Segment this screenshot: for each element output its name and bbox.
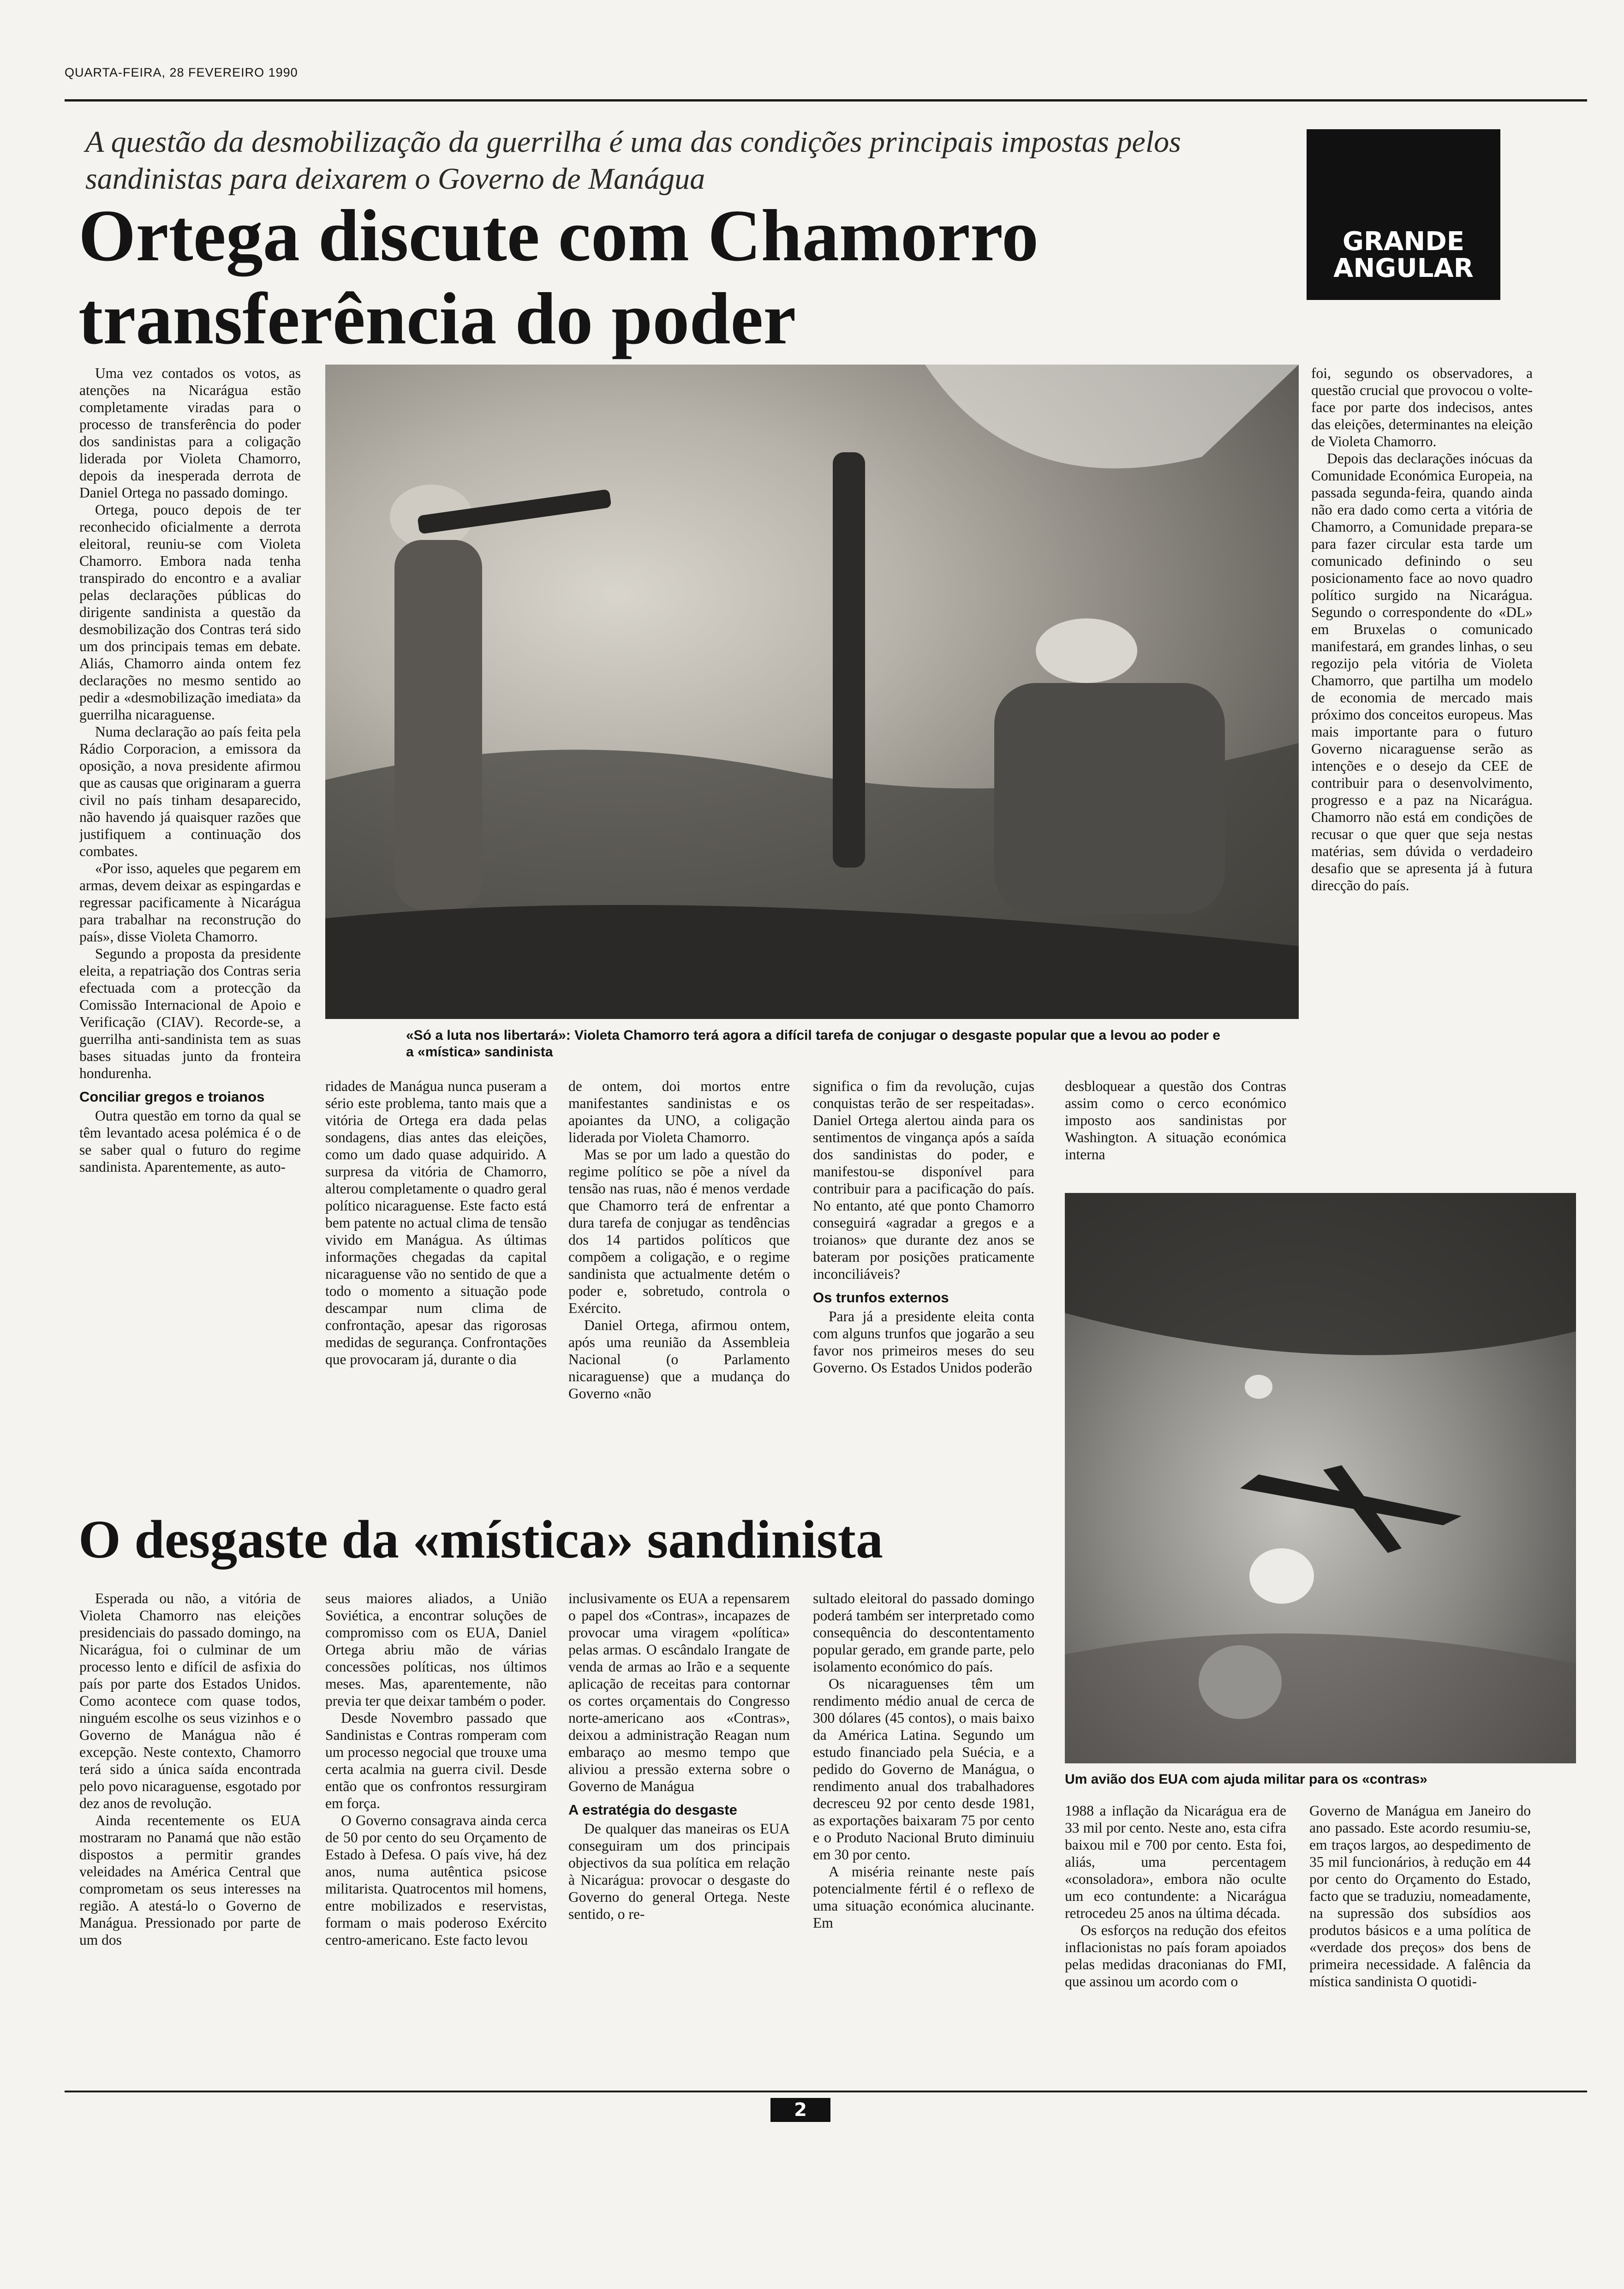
- date-line: QUARTA-FEIRA, 28 FEVEREIRO 1990: [65, 66, 298, 79]
- paragraph: Uma vez contados os votos, as atenções na Nicarágua estão completamente viradas para o processo de transferência do poder dos sandinistas para a coligação liderada por Violeta Chamorro, depois da inesperada derrota de Daniel Ortega no passado domingo.: [79, 365, 301, 501]
- article2-col6: [1309, 1802, 1531, 2084]
- footer-rule: [65, 2091, 1587, 2092]
- main-headline: Ortega discute com Chamorro transferência do poder: [78, 194, 1039, 360]
- paragraph: seus maiores aliados, a União Soviética, a encontrar soluções de compromisso com os EUA, Daniel Ortega abriu mão de várias concessões políticas, nos últimos meses. Mas, aparentemente, não previa ter que deixar também o poder.: [325, 1590, 547, 1709]
- paragraph: «Por isso, aqueles que pegarem em armas, devem deixar as espingardas e regressar pacificamente à Nicarágua para trabalhar na reconstrução do país», disse Violeta Chamorro.: [79, 860, 301, 945]
- paragraph: Daniel Ortega, afirmou ontem, após uma reunião da Assembleia Nacional (o Parlamento nicaraguense) que a mudança do Governo «não: [568, 1317, 790, 1402]
- article1-col5: [1065, 1078, 1286, 1188]
- article1-col2: [325, 1078, 547, 1507]
- article2-col4: [813, 1590, 1034, 2084]
- article2-col3: [568, 1590, 790, 2084]
- article2-col5: [1065, 1802, 1286, 2084]
- paragraph: de ontem, doi mortos entre manifestantes sandinistas e os apoiantes da UNO, a coligação liderada por Violeta Chamorro.: [568, 1078, 790, 1145]
- second-headline: O desgaste da «mística» sandinista: [78, 1509, 883, 1570]
- article2-col1: [79, 1590, 301, 2084]
- photo-caption-2: Um avião dos EUA com ajuda militar para os «contras»: [1065, 1772, 1427, 1787]
- paragraph: Mas se por um lado a questão do regime político se põe a nível da tensão nas ruas, não é menos verdade que Chamorro terá de enfrentar a dura tarefa de conjugar as tendências dos 14 partidos políticos que compõem a coligação, e o regime sandinista que actualmente detém o poder e, sobretudo, controla o Exército.: [568, 1146, 790, 1316]
- paragraph: Ainda recentemente os EUA mostraram no Panamá que não estão dispostos a permitir grandes veleidades na América Central que comprometam os seus interesses na região. A atestá-lo o Governo de Manágua. Pressionado por parte de um dos: [79, 1812, 301, 1948]
- paragraph: 1988 a inflação da Nicarágua era de 33 mil por cento. Neste ano, esta cifra baixou mil e 700 por cento. Esta foi, aliás, uma percentagem «consoladora», embora não oculte um eco contundente: a Nicarágua retrocedeu 25 anos na última década.: [1065, 1803, 1286, 1921]
- paragraph: Esperada ou não, a vitória de Violeta Chamorro nas eleições presidenciais do passado domingo, na Nicarágua, foi o culminar de um processo lento e difícil de asfixia do país por parte dos Estados Unidos. Como acontece com quase todos, ninguém escolhe os seus vizinhos e o Governo de Manágua não é excepção. Neste contexto, Chamorro terá sido a única saída encontrada pelo povo nicaraguense, esgotado por dez anos de revolução.: [79, 1590, 301, 1811]
- subhead: Conciliar gregos e troianos: [79, 1089, 265, 1105]
- paragraph: significa o fim da revolução, cujas conquistas terão de ser respeitadas». Daniel Ortega alertou ainda para os sentimentos de vingança após a saída dos sandinistas do poder, e manifestou-se disponível para contribuir para a pacificação do país. No entanto, até que ponto Chamorro conseguirá «agradar a gregos e a troianos» que durante dez anos se bateram por posições praticamente inconciliáveis?: [813, 1078, 1034, 1282]
- section-label: GRANDE ANGULAR: [1333, 227, 1474, 283]
- subhead: A estratégia do desgaste: [568, 1802, 737, 1818]
- photo-caption-1: «Só a luta nos libertará»: Violeta Chamorro terá agora a difícil tarefa de conjugar o desgaste popular que a levou ao poder e a «mística» sandinista: [406, 1028, 1220, 1060]
- paragraph: desbloquear a questão dos Contras assim como o cerco económico imposto aos sandinistas por Washington. A situação económica interna: [1065, 1078, 1286, 1162]
- subhead: Os trunfos externos: [813, 1289, 949, 1306]
- paragraph: foi, segundo os observadores, a questão crucial que provocou o volte-face por parte dos indecisos, antes das eleições, determinantes na eleição de Violeta Chamorro.: [1311, 365, 1533, 449]
- paragraph: Governo de Manágua em Janeiro do ano passado. Este acordo resumiu-se, em traços largos, ao despedimento de 35 mil funcionários, à redução em 44 por cento do Orçamento do Estado, facto que se traduziu, nomeadamente, na supressão dos subsídios aos produtos básicos e a uma política de «verdade dos preços» dos bens de primeira necessidade. A falência da mística sandinista O quotidi-: [1309, 1803, 1531, 1989]
- paragraph: Segundo a proposta da presidente eleita, a repatriação dos Contras seria efectuada com a protecção da Comissão Internacional de Apoio e Verificação (CIAV). Recorde-se, a guerrilha anti-sandinista tem as suas bases situadas junto da fronteira hondurenha.: [79, 946, 301, 1081]
- paragraph: sultado eleitoral do passado domingo poderá também ser interpretado como consequência do descontentamento popular gerado, em grande parte, pelo isolamento económico do país.: [813, 1590, 1034, 1675]
- paragraph: Para já a presidente eleita conta com alguns trunfos que jogarão a seu favor nos primeiros meses do seu Governo. Os Estados Unidos poderão: [813, 1308, 1034, 1376]
- paragraph: Outra questão em torno da qual se têm levantado acesa polémica é o de se saber qual o futuro do regime sandinista. Aparentemente, as auto-: [79, 1108, 301, 1175]
- paragraph: inclusivamente os EUA a repensarem o papel dos «Contras», incapazes de provocar uma viragem «política» pelas armas. O escândalo Irangate de venda de armas ao Irão e a sequente aplicação de receitas para contornar os cortes orçamentais do Congresso norte-americano aos «Contras», deixou a administração Reagan num embaraço ao mesmo tempo que aliviou a pressão externa sobre o Governo de Manágua: [568, 1590, 790, 1794]
- paragraph: ridades de Manágua nunca puseram a sério este problema, tanto mais que a vitória de Ortega era dada pelas sondagens, dias antes das eleições, como um dado quase adquirido. A surpresa da vitória de Chamorro, alterou completamente o quadro geral político nicaraguense. Este facto está bem patente no actual clima de tensão vivido em Manágua. As últimas informações chegadas da capital nicaraguense vão no sentido de que a todo o momento a situação pode descampar num clima de confrontação, apesar das rigorosas medidas de segurança. Confrontações que provocaram já, durante o dia: [325, 1078, 547, 1367]
- article2-col2: [325, 1590, 547, 2084]
- paragraph: A miséria reinante neste país potencialmente fértil é o reflexo de uma situação económica alucinante. Em: [813, 1864, 1034, 1931]
- guerrilla-photo-art: [325, 365, 1299, 1019]
- article1-col4: [813, 1078, 1034, 1507]
- aircraft-photo: [1065, 1193, 1576, 1763]
- guerrilla-photo: [325, 365, 1299, 1019]
- paragraph: O Governo consagrava ainda cerca de 50 por cento do seu Orçamento de Estado à Defesa. O país vive, há dez anos, numa autêntica psicose militarista. Quatrocentos mil homens, entre mobilizados e reservistas, formam o mais poderoso Exército centro-americano. Este facto levou: [325, 1812, 547, 1948]
- paragraph: De qualquer das maneiras os EUA conseguiram um dos principais objectivos da sua política em relação à Nicarágua: provocar o desgaste do Governo do general Ortega. Neste sentido, o re-: [568, 1821, 790, 1922]
- page-number: 2: [770, 2098, 830, 2122]
- paragraph: Ortega, pouco depois de ter reconhecido oficialmente a derrota eleitoral, reuniu-se com Violeta Chamorro. Embora nada tenha transpirado do encontro e a avaliar pelas declarações públicas do dirigente sandinista a questão da desmobilização dos Contras terá sido um dos principais temas em debate. Aliás, Chamorro ainda ontem fez declarações no mesmo sentido ao pedir a «desmobilização imediata» da guerrilha nicaraguense.: [79, 502, 301, 723]
- paragraph: Os esforços na redução dos efeitos inflacionistas no país foram apoiados pelas medidas draconianas do FMI, que assinou um acordo com o: [1065, 1922, 1286, 1989]
- header-rule: [65, 99, 1587, 102]
- article1-col3: [568, 1078, 790, 1507]
- paragraph: Os nicaraguenses têm um rendimento médio anual de cerca de 300 dólares (45 contos), o mais baixo da América Latina. Segundo um estudo financiado pela Suécia, e a pedido do Governo de Manágua, o rendimento anual dos trabalhadores decresceu 92 por cento desde 1981, as exportações baixaram 75 por cento e o Produto Nacional Bruto diminuiu em 30 por cento.: [813, 1676, 1034, 1863]
- paragraph: Desde Novembro passado que Sandinistas e Contras romperam com um processo negocial que trouxe uma certa acalmia na guerra civil. Desde então que os confrontos ressurgiram em força.: [325, 1710, 547, 1811]
- kicker: A questão da desmobilização da guerrilha é uma das condições principais impostas pelos sandinistas para deixarem o Governo de Manágua: [85, 125, 1181, 196]
- paragraph: Depois das declarações inócuas da Comunidade Económica Europeia, na passada segunda-feira, quando ainda não era dado como certa a vitória de Chamorro, a Comunidade prepara-se para fazer circular esta tarde um comunicado definindo o seu posicionamento face ao novo quadro político surgido na Nicarágua. Segundo o correspondente do «DL» em Bruxelas o comunicado manifestará, em grandes linhas, o seu regozijo pela vitória de Violeta Chamorro, que partilha um modelo de economia de mercado mais próximo dos conceitos europeus. Mas mais importante para o futuro Governo nicaraguense serão as intenções e o desejo da CEE de contribuir para o desenvolvimento, progresso e a paz na Nicarágua. Chamorro não está em condições de recusar o que quer que seja nestas matérias, sem dúvida o verdadeiro desafio que se apresenta já à futura direcção do país.: [1311, 450, 1533, 893]
- article1-col1: [79, 365, 301, 1537]
- paragraph: Numa declaração ao país feita pela Rádio Corporacion, a emissora da oposição, a nova presidente afirmou que as causas que originaram a guerra civil no país tinham desaparecido, não havendo já quaisquer razões que justifiquem a continuação dos combates.: [79, 724, 301, 859]
- aircraft-photo-art: [1065, 1193, 1576, 1763]
